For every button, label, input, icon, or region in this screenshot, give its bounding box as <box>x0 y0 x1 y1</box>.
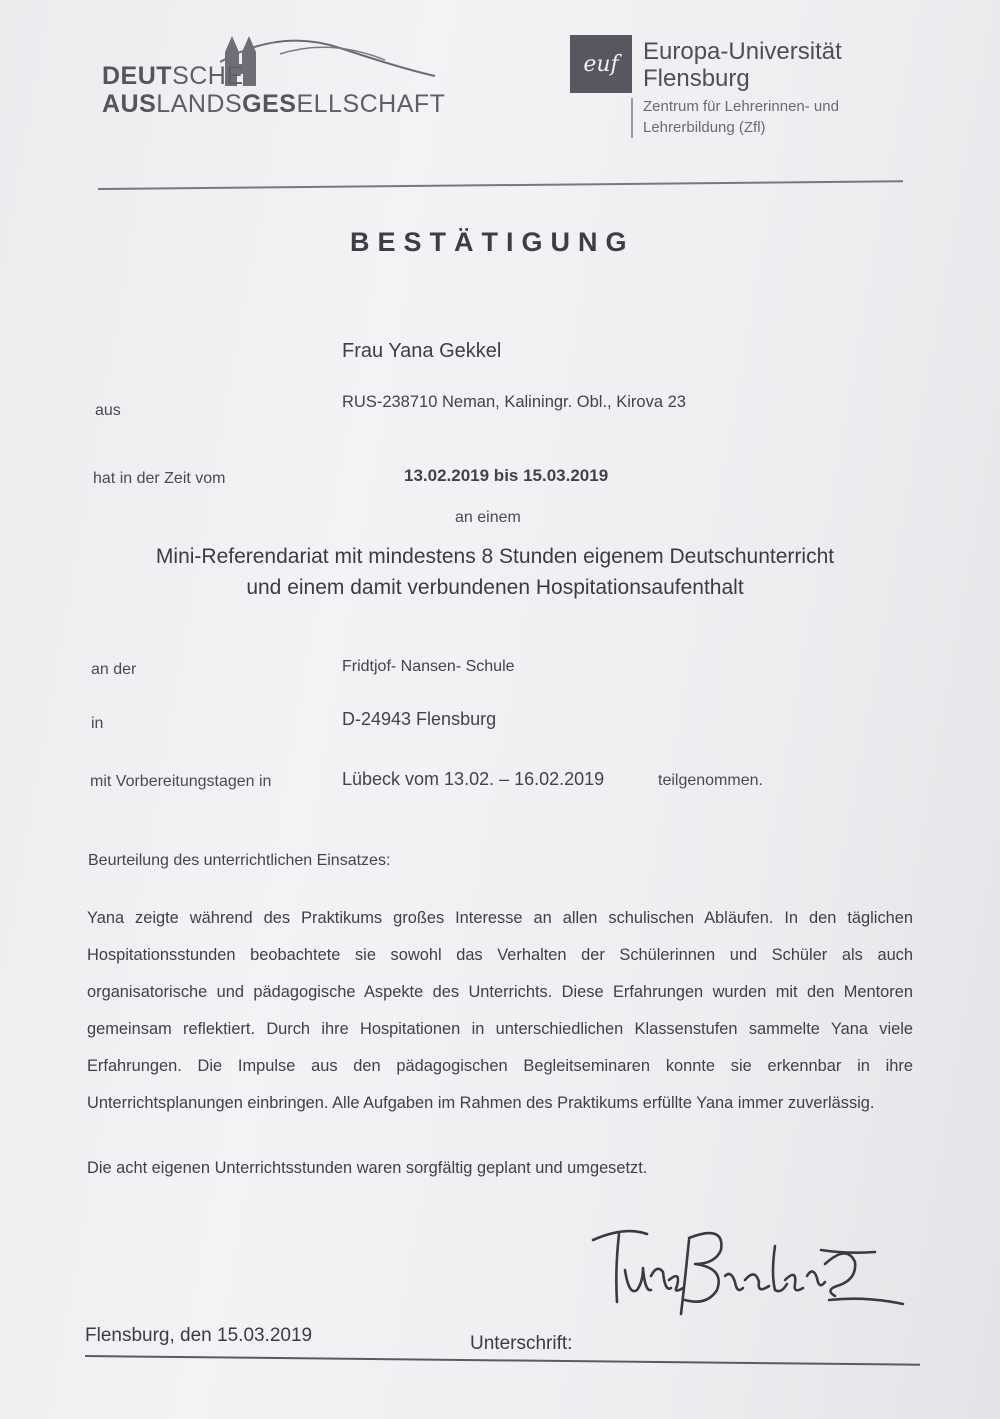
an-einem-text: an einem <box>455 509 521 526</box>
signature-label: Unterschrift: <box>470 1333 573 1354</box>
program-description <box>85 541 905 603</box>
evaluation-text: Yana zeigte während des Praktikums großes Interesse an allen schulischen Abläufen. In den täglichen Hospitationsstunden beobachtete sie sowohl das Verhalten der Schülerinnen und Schüler als auch organisatorische und pädagogische Aspekte des Unterrichts. Diese Erfahrungen wurden mit den Mentoren gemeinsam reflektiert. Durch ihre Hospitationen in unterschiedlichen Klassenstufen sammelte Yana viele Erfahrungen. Die Impulse aus den pädagogischen Begleitseminaren konnte sie erkennbar in ihre Unterrichtsplanungen einbringen. Alle Aufgaben im Rahmen des Praktikums erfüllte Yana immer zuverlässig. <box>87 909 913 1112</box>
university-divider <box>631 98 633 138</box>
person-name: Frau Yana Gekkel <box>342 340 502 362</box>
from-value: RUS-238710 Neman, Kaliningr. Obl., Kirova 23 <box>342 393 686 411</box>
from-label: aus <box>95 402 121 419</box>
holstentor-logo-icon <box>220 30 440 90</box>
evaluation-closing: Die acht eigenen Unterrichtsstunden waren sorgfältig geplant und umgesetzt. <box>87 1159 648 1177</box>
footer-divider <box>85 1355 920 1366</box>
prep-suffix: teilgenommen. <box>658 772 763 789</box>
period-value: 13.02.2019 bis 15.03.2019 <box>404 466 609 485</box>
university-name: Europa-Universität Flensburg <box>643 38 842 92</box>
program-line-1: Mini-Referendariat mit mindestens 8 Stunden eigenem Deutschunterricht <box>155 545 835 568</box>
evaluation-title: Beurteilung des unterrichtlichen Einsatzes: <box>88 852 391 869</box>
school-value: Fridtjof- Nansen- Schule <box>342 658 515 675</box>
euf-logo-icon: euf <box>570 35 632 93</box>
prep-label: mit Vorbereitungstagen in <box>90 773 272 790</box>
university-subtitle: Zentrum für Lehrerinnen- und Lehrerbildung (Zfl) <box>643 98 839 136</box>
city-label: in <box>91 715 104 732</box>
dag-logo-line2: AUSLANDSGESELLSCHAFT <box>102 90 446 118</box>
handwritten-signature-icon <box>585 1210 915 1330</box>
header-divider <box>98 180 903 190</box>
period-label: hat in der Zeit vom <box>93 470 226 487</box>
city-value: D-24943 Flensburg <box>342 709 497 729</box>
dag-logo-line1: DEUTSCHE <box>102 62 244 90</box>
prep-value: Lübeck vom 13.02. – 16.02.2019 <box>342 769 605 789</box>
dag-logo <box>100 30 450 125</box>
program-line-2: und einem damit verbundenen Hospitationsaufenthalt <box>246 576 744 599</box>
place-and-date: Flensburg, den 15.03.2019 <box>85 1325 313 1346</box>
document-title: BESTÄTIGUNG <box>350 227 635 257</box>
school-label: an der <box>91 661 137 678</box>
